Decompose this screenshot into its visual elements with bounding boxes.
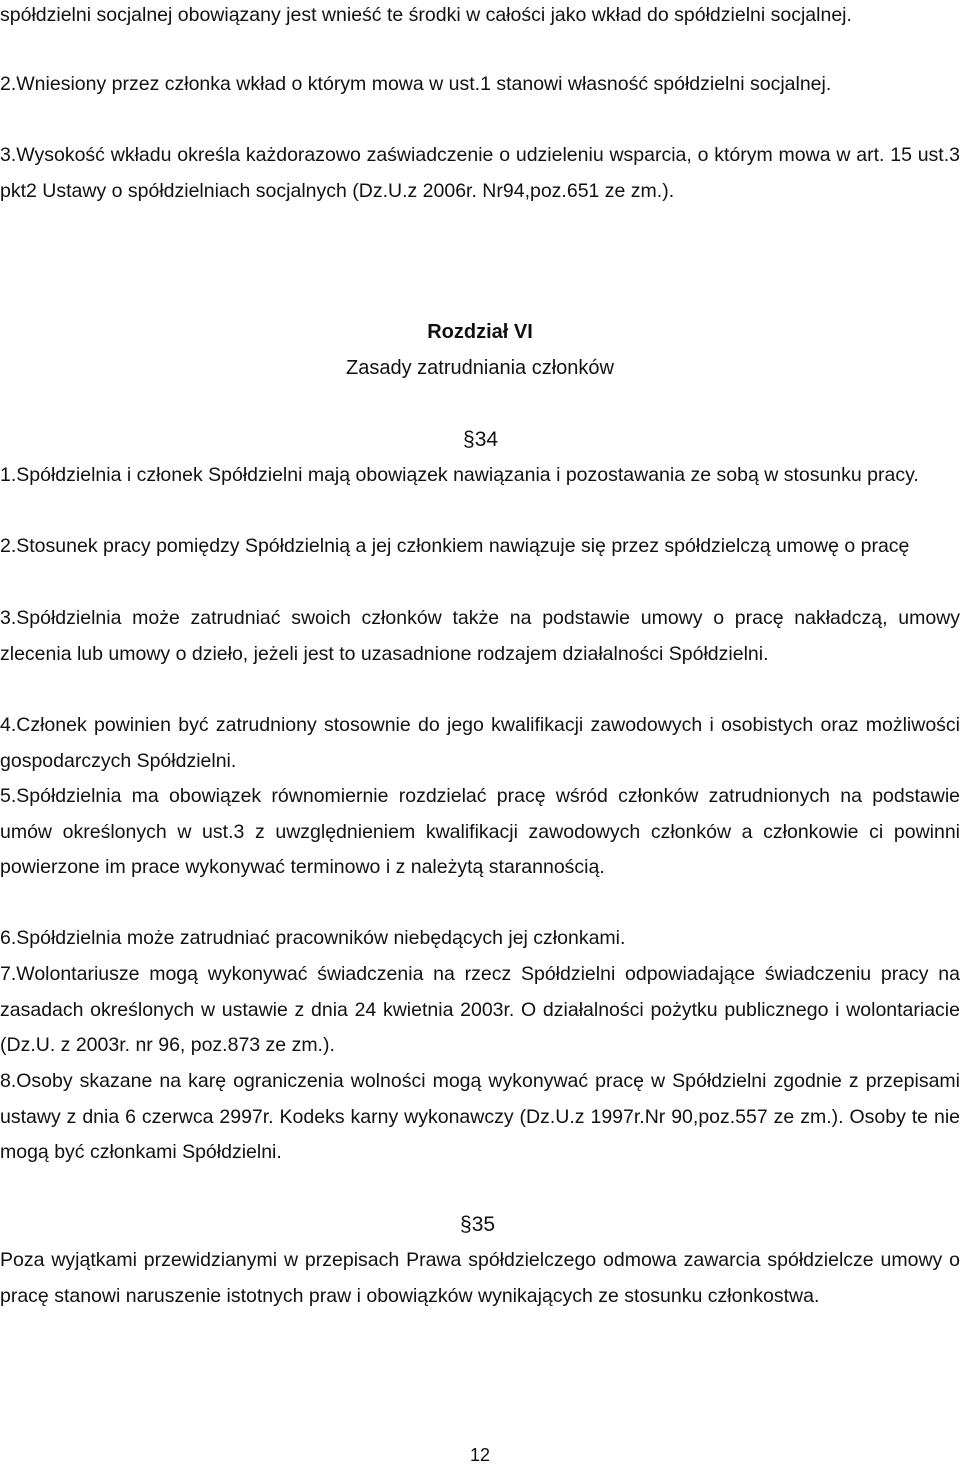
section-34-item-6: 6.Spółdzielnia może zatrudniać pracowników niebędących jej członkami. <box>0 927 626 949</box>
section-34-item-8: 8.Osoby skazane na karę ograniczenia wolności mogą wykonywać pracę w Spółdzielni zgodnie z przepisami ustawy z dnia 6 czerwca 2997r. Kodeks karny wykonawczy (Dz.U.z 1997r.Nr 90,poz.557 ze zm.). Osoby te nie mogą być członkami Spółdzielni. <box>0 1070 960 1163</box>
section-34-item-4: 4.Członek powinien być zatrudniony stosownie do jego kwalifikacji zawodowych i osobistych oraz możliwości gospodarczych Spółdzielni. <box>0 714 960 772</box>
section-34-item-1: 1.Spółdzielnia i członek Spółdzielni mają obowiązek nawiązania i pozostawania ze sobą w stosunku pracy. <box>0 464 919 486</box>
chapter-subheading: Zasady zatrudniania członków <box>346 357 614 379</box>
section-sign-icon: § <box>463 428 475 451</box>
page-number: 12 <box>469 1445 491 1465</box>
chapter-heading: Rozdział VI <box>427 321 533 343</box>
section-34-item-2: 2.Stosunek pracy pomiędzy Spółdzielnią a jej członkiem nawiązuje się przez spółdzielczą umowę o pracę <box>0 535 910 557</box>
paragraph-item-3: 3.Wysokość wkładu określa każdorazowo zaświadczenie o udzieleniu wsparcia, o którym mowa w art. 15 ust.3 pkt2 Ustawy o spółdzielniach socjalnych (Dz.U.z 2006r. Nr94,poz.651 ze zm.). <box>0 144 960 202</box>
paragraph-item-2: 2.Wniesiony przez członka wkład o którym mowa w ust.1 stanowi własność spółdzielni socjalnej. <box>0 73 832 95</box>
section-number-34: §34 <box>463 428 499 451</box>
paragraph-continuation: spółdzielni socjalnej obowiązany jest wnieść te środki w całości jako wkład do spółdzielni socjalnej. <box>0 4 852 26</box>
section-sign-icon: § <box>460 1213 472 1236</box>
section-35-text: Poza wyjątkami przewidzianymi w przepisach Prawa spółdzielczego odmowa zawarcia spółdzielcze umowy o pracę stanowi naruszenie istotnych praw i obowiązków wynikających ze stosunku członkostwa. <box>0 1249 960 1307</box>
section-34-item-3: 3.Spółdzielnia może zatrudniać swoich członków także na podstawie umowy o pracę nakładczą, umowy zlecenia lub umowy o dzieło, jeżeli jest to uzasadnione rodzajem działalności Spółdzielni. <box>0 607 960 665</box>
section-34-item-7: 7.Wolontariusze mogą wykonywać świadczenia na rzecz Spółdzielni odpowiadające świadczeniu pracy na zasadach określonych w ustawie z dnia 24 kwietnia 2003r. O działalności pożytku publicznego i wolontariacie (Dz.U. z 2003r. nr 96, poz.873 ze zm.). <box>0 963 960 1056</box>
section-number-35: §35 <box>460 1213 496 1236</box>
section-34-item-5: 5.Spółdzielnia ma obowiązek równomiernie rozdzielać pracę wśród członków zatrudnionych na podstawie umów określonych w ust.3 z uwzględnieniem kwalifikacji zawodowych członków a członkowie ci powinni powierzone im prace wykonywać terminowo i z należytą starannością. <box>0 785 960 878</box>
